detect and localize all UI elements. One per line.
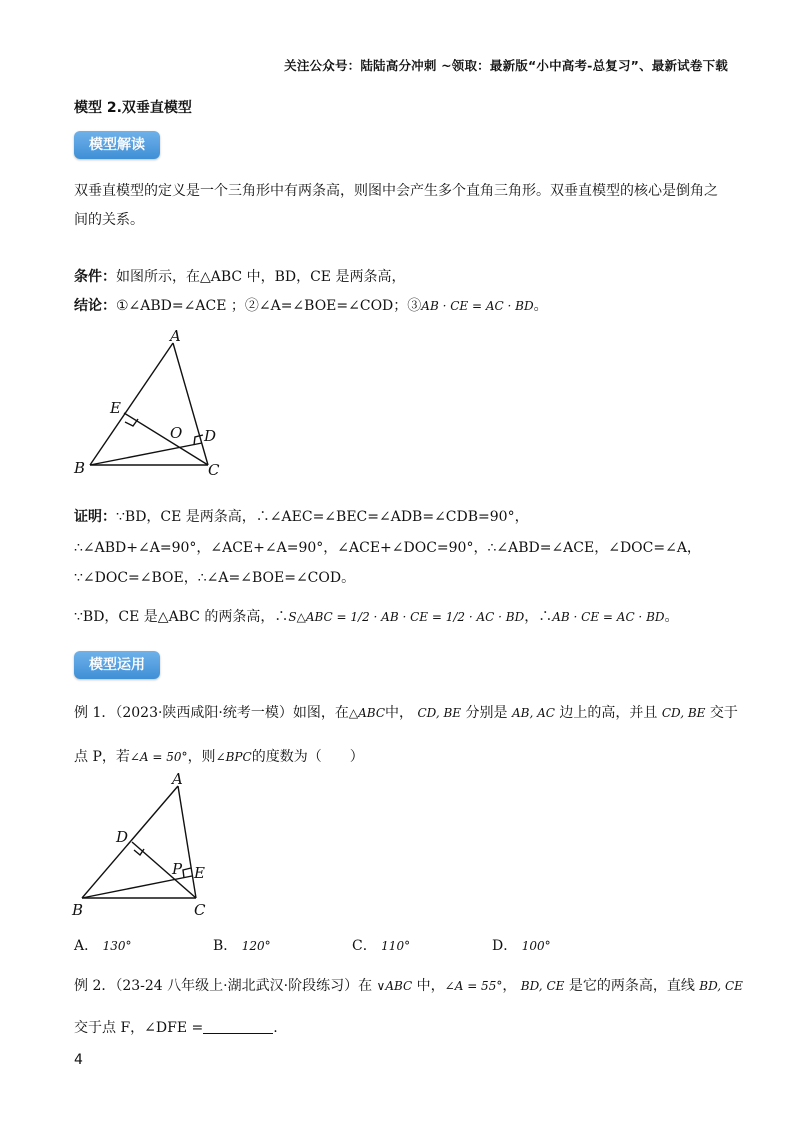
label-e: E (110, 399, 121, 417)
choice-a[interactable] (74, 935, 131, 955)
conclusion-text: ①∠ABD=∠ACE ；②∠A=∠BOE=∠COD；③ (116, 298, 422, 314)
example1-text-e: 交于 (709, 705, 738, 721)
proof-line-4-end: 。 (664, 609, 679, 625)
header-note: 关注公众号：陆陆高分冲刺 ~领取：最新版“小中高考-总复习”、最新试卷下载 (284, 58, 728, 73)
right-angle-mark-d (134, 849, 144, 855)
figure-example1 (70, 770, 230, 920)
answer-blank[interactable] (203, 1019, 273, 1034)
example1-cd-be-2: CD, BE (661, 706, 706, 720)
example1-ab-ac: AB, AC (511, 706, 555, 720)
example1-line-1 (74, 702, 738, 724)
example2-text-c: ， (502, 978, 517, 994)
conclusion-line (74, 295, 548, 317)
choice-d-letter: D． (492, 938, 518, 954)
example1-text-f: 点 P，若 (74, 749, 130, 765)
label-d: D (204, 427, 217, 445)
example2-text-a: 例 2．（23-24 八年级上·湖北武汉·阶段练习）在 (74, 978, 373, 994)
choice-c-letter: C． (352, 938, 377, 954)
label-o: O (170, 424, 183, 442)
example2-text-end: . (273, 1020, 278, 1036)
conclusion-end: 。 (533, 298, 548, 314)
label-a: A (170, 327, 181, 345)
example1-text-b: 中， (385, 705, 414, 721)
page-number: 4 (74, 1052, 83, 1068)
example1-text-d: 边上的高，并且 (559, 705, 658, 721)
altitude-bd (90, 443, 202, 465)
area-formula: S△ABC = 1/2 · AB · CE = 1/2 · AC · BD (288, 610, 525, 624)
condition-line (74, 266, 405, 288)
choice-a-value: 130° (102, 939, 132, 953)
proof-line-1 (74, 506, 529, 528)
example1-text-a: 例 1．（2023·陕西咸阳·统考一模）如图，在 (74, 705, 349, 721)
label-a: A (172, 770, 183, 788)
label-c: C (208, 461, 220, 479)
example1-text-c: 分别是 (465, 705, 508, 721)
proof-formula-2: AB · CE = AC · BD (552, 610, 665, 624)
badge-model-application: 模型运用 (74, 651, 160, 679)
label-c: C (194, 901, 206, 919)
example2-line-2 (74, 1017, 278, 1039)
example2-triangle: ∨ABC (376, 979, 413, 993)
badge-model-interpretation: 模型解读 (74, 131, 160, 159)
section-title: 模型 2.双垂直模型 (74, 100, 192, 116)
figure-triangle-abc (70, 325, 240, 480)
example2-text-b: 中， (416, 978, 445, 994)
proof-label: 证明： (74, 509, 116, 525)
choice-c[interactable] (352, 935, 410, 955)
example2-angle-a: ∠A = 55° (444, 979, 503, 993)
example2-text-e: 交于点 F，∠DFE = (74, 1020, 204, 1036)
example1-angle-a: ∠A = 50° (129, 750, 188, 764)
example1-text-h: 的度数为（ ） (251, 749, 364, 765)
choice-c-value: 110° (381, 939, 411, 953)
choice-b-value: 120° (241, 939, 271, 953)
choice-b-letter: B． (213, 938, 238, 954)
altitude-cd (132, 842, 196, 898)
proof-line-2: ∴∠ABD+∠A=90°，∠ACE+∠A=90°，∠ACE+∠DOC=90°，∴∠ABD=∠ACE，∠DOC=∠A， (74, 540, 701, 556)
choice-d-value: 100° (521, 939, 551, 953)
conclusion-formula: AB · CE = AC · BD (421, 299, 534, 313)
label-e: E (194, 864, 205, 882)
proof-line-4-b: ，∴ (524, 609, 553, 625)
proof-line-4 (74, 606, 679, 628)
choice-a-letter: A． (74, 938, 99, 954)
side-ab (90, 343, 173, 465)
example2-line-1 (74, 975, 743, 997)
label-b: B (74, 459, 86, 477)
example2-bd-ce: BD, CE (520, 979, 565, 993)
intro-line-1: 双垂直模型的定义是一个三角形中有两条高，则图中会产生多个直角三角形。双垂直模型的核心是倒角之 (74, 183, 718, 199)
choice-b[interactable] (213, 935, 271, 955)
example2-bd-ce-2: BD, CE (699, 979, 743, 993)
example1-text-g: ，则 (187, 749, 216, 765)
proof-line-1-text: ∵BD，CE 是两条高，∴∠AEC=∠BEC=∠ADB=∠CDB=90°， (116, 509, 529, 525)
proof-line-3: ∵∠DOC=∠BOE，∴∠A=∠BOE=∠COD。 (74, 570, 356, 586)
example2-text-d: 是它的两条高，直线 (568, 978, 695, 994)
label-b: B (72, 901, 84, 919)
example1-triangle: △ABC (348, 706, 386, 720)
condition-label: 条件： (74, 269, 116, 285)
choice-d[interactable] (492, 935, 551, 955)
example1-angle-bpc: ∠BPC (215, 750, 252, 764)
proof-line-4-a: ∵BD，CE 是△ABC 的两条高，∴ (74, 609, 289, 625)
conclusion-label: 结论： (74, 298, 116, 314)
condition-text: 如图所示，在△ABC 中，BD，CE 是两条高， (116, 269, 406, 285)
label-d: D (116, 828, 129, 846)
intro-line-2: 间的关系。 (74, 212, 144, 228)
label-p: P (172, 860, 183, 878)
example1-cd-be: CD, BE (417, 706, 462, 720)
example1-line-2 (74, 746, 364, 768)
